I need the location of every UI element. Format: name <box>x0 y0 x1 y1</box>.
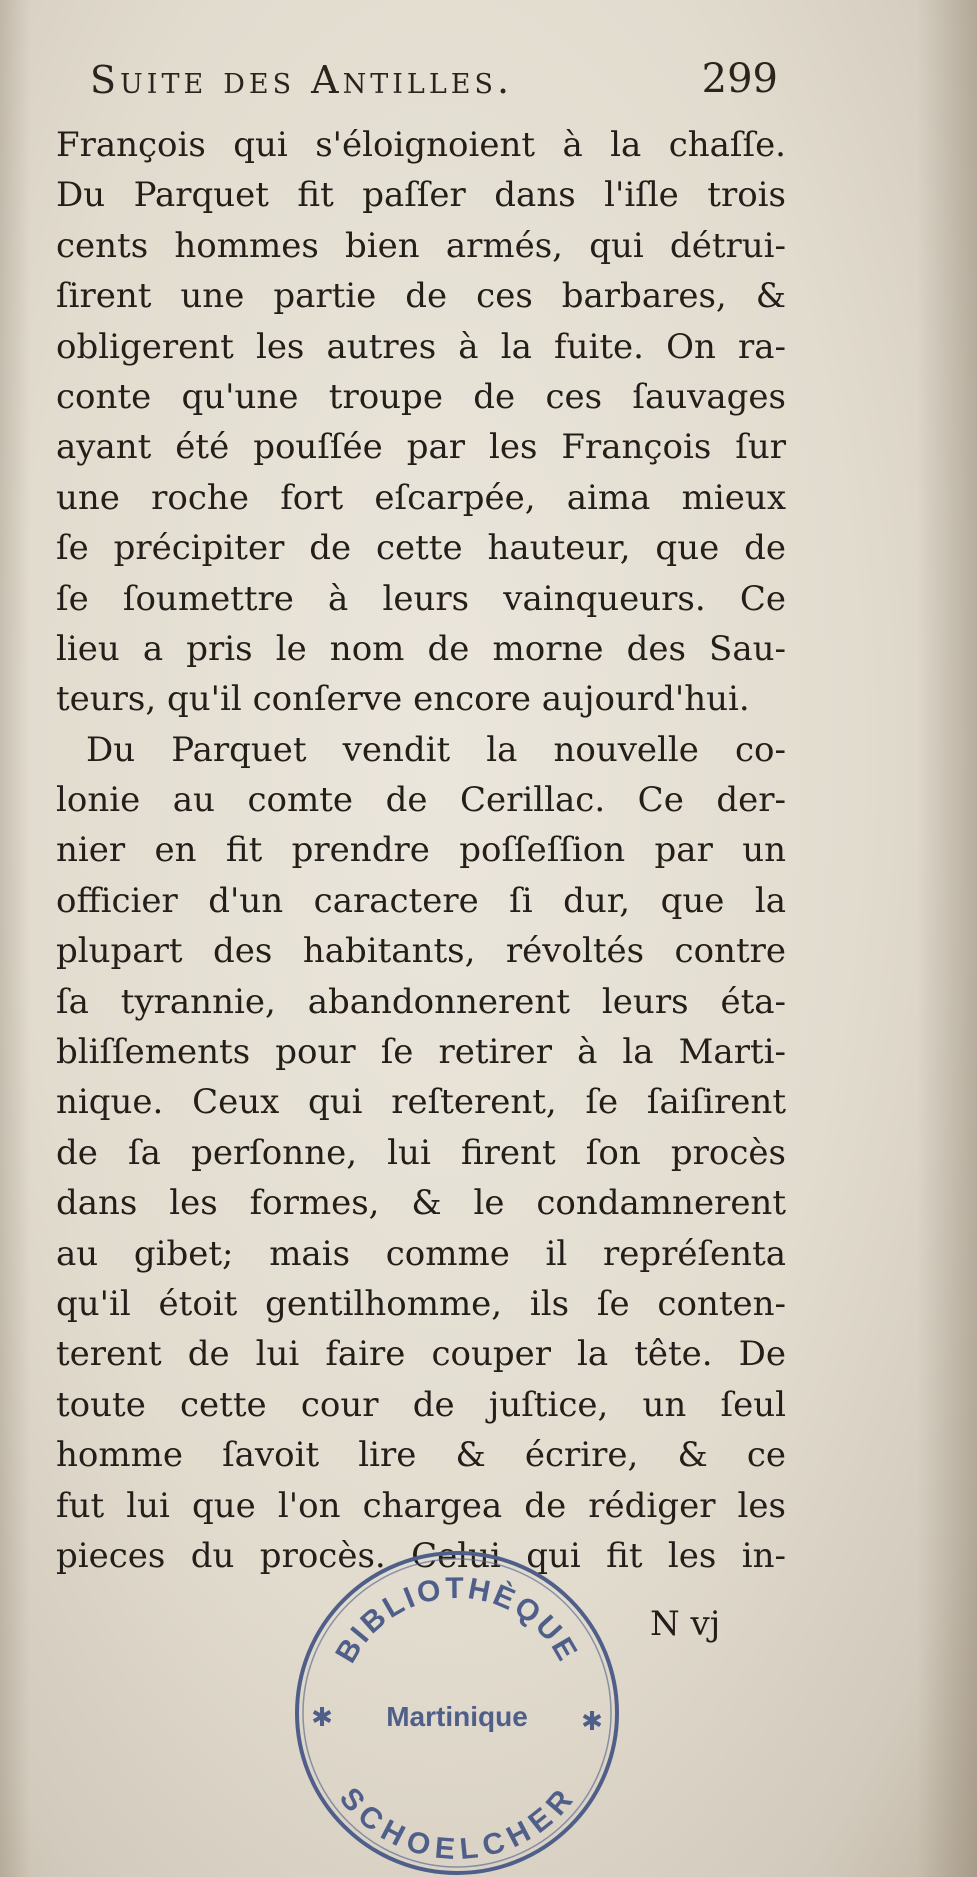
stamp-left-star-icon: ✱ <box>311 1702 333 1732</box>
text-line: au gibet; mais comme il repréſenta <box>56 1233 786 1274</box>
page-number: 299 <box>701 56 778 102</box>
text-line: lieu a pris le nom de morne des Sau- <box>56 628 786 669</box>
text-line: qu'il étoit gentilhomme, ils ſe conten- <box>56 1283 786 1324</box>
text-line: ſa tyrannie, abandonnerent leurs éta- <box>56 981 786 1022</box>
running-head <box>90 58 790 118</box>
text-line: fut lui que l'on chargea de rédiger les <box>56 1485 786 1526</box>
stamp-bottom-text: SCHOELCHER <box>332 1781 582 1867</box>
text-line: ayant été pouſſée par les François ſur <box>56 427 786 468</box>
stamp-right-star-icon: ✱ <box>581 1706 603 1736</box>
text-line: ſe ſoumettre à leurs vainqueurs. Ce <box>56 578 786 619</box>
text-line: nier en fit prendre poſſeſſion par un <box>56 830 786 871</box>
text-line: officier d'un caractere ſi dur, que la <box>56 880 786 921</box>
text-line: Du Parquet fit paſſer dans l'iſle trois <box>56 175 786 216</box>
text-line: ſirent une partie de ces barbares, & <box>56 276 786 317</box>
running-title: Suite des Antilles. <box>90 58 514 102</box>
text-line: pieces du procès. Celui qui fit les in- <box>56 1535 786 1576</box>
text-line: François qui s'éloignoient à la chaſſe. <box>56 125 786 165</box>
gutter-shadow <box>917 0 977 1877</box>
text-line: ſe précipiter de cette hauteur, que de <box>56 528 786 569</box>
page-edge-shadow <box>0 0 30 1877</box>
text-line: de ſa perſonne, lui firent ſon procès <box>56 1132 786 1173</box>
text-line: plupart des habitants, révoltés contre <box>56 931 786 972</box>
text-line: homme ſavoit lire & écrire, & ce <box>56 1435 786 1476</box>
text-line: dans les formes, & le condamnerent <box>56 1183 786 1224</box>
text-line: obligerent les autres à la fuite. On ra- <box>56 326 786 367</box>
text-line: nique. Ceux qui reſterent, ſe ſaiſirent <box>56 1082 786 1123</box>
stamp-center-text: Martinique <box>386 1701 528 1732</box>
stamp-top-text: BIBLIOTHÈQUE <box>329 1571 585 1669</box>
text-line: lonie au comte de Cerillac. Ce der- <box>56 780 786 821</box>
text-line: toute cette cour de juſtice, un ſeul <box>56 1384 786 1425</box>
signature-mark: N vj <box>650 1604 721 1644</box>
text-line: terent de lui faire couper la tête. De <box>56 1334 786 1375</box>
text-line: Du Parquet vendit la nouvelle co- <box>86 729 786 770</box>
body-text <box>56 120 786 1581</box>
text-line: une roche fort eſcarpée, aima mieux <box>56 477 786 518</box>
text-line: teurs, qu'il conſerve encore aujourd'hui. <box>56 679 750 720</box>
text-line: conte qu'une troupe de ces ſauvages <box>56 376 786 417</box>
text-line: bliſſements pour ſe retirer à la Marti- <box>56 1032 786 1073</box>
library-stamp <box>284 1540 630 1877</box>
text-line: cents hommes bien armés, qui détrui- <box>56 225 786 266</box>
